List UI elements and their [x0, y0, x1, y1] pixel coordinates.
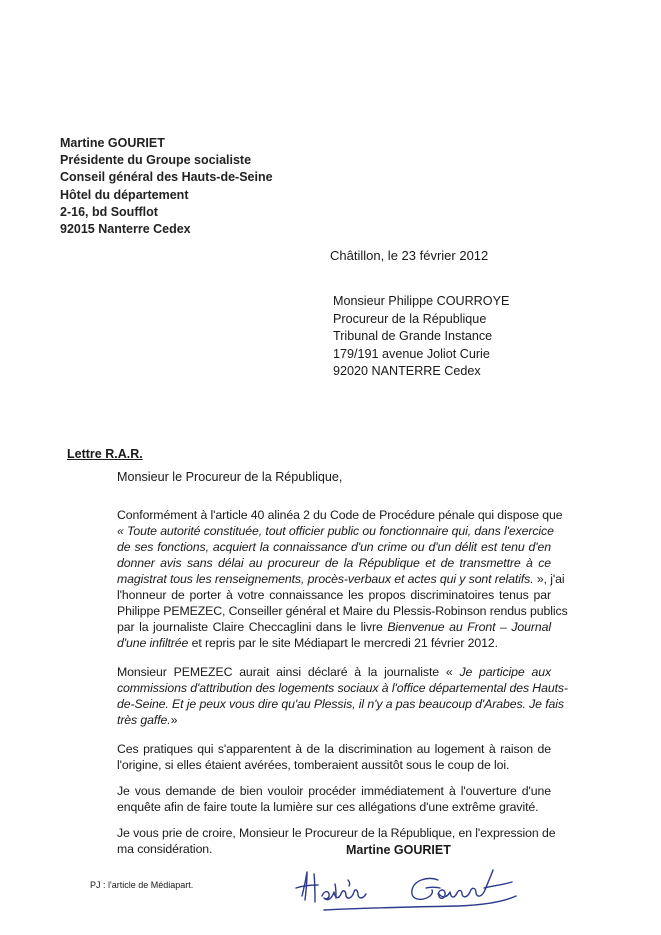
body-line-segment: et repris par le site Médiapart le mercredi 21 février 2012. [188, 636, 498, 650]
recipient-block [333, 293, 509, 381]
book-title-continued: d'une infiltrée [117, 636, 189, 650]
recipient-title: Procureur de la République [333, 311, 487, 326]
body-line [117, 713, 551, 727]
body-line: donner avis sans délai au procureur de la République et de transmettre à ce [117, 556, 551, 570]
body-line-segment: par la journaliste Claire Checcaglini dans le livre [117, 620, 388, 634]
sender-street: 2-16, bd Soufflot [60, 204, 158, 219]
body-line: « Toute autorité constituée, tout officier public ou fonctionnaire qui, dans l'exercice [117, 524, 554, 538]
body-line: de ses fonctions, acquiert la connaissance d'un crime ou d'un délit est tenu d'en [117, 540, 551, 554]
handwritten-signature [288, 858, 520, 918]
sender-title: Présidente du Groupe socialiste [60, 153, 252, 168]
body-line: Je vous prie de croire, Monsieur le Procureur de la République, en l'expression de [117, 826, 556, 840]
body-line-segment: » [170, 713, 178, 727]
recipient-city: 92020 NANTERRE Cedex [333, 364, 481, 379]
sender-building: Hôtel du département [60, 187, 189, 202]
body-line: Ces pratiques qui s'apparentent à de la discrimination au logement à raison de [117, 742, 551, 756]
sender-block [60, 135, 273, 238]
recipient-court: Tribunal de Grande Instance [333, 329, 493, 344]
letter-date: Châtillon, le 23 février 2012 [330, 248, 489, 263]
recipient-name: Monsieur Philippe COURROYE [333, 294, 510, 308]
salutation: Monsieur le Procureur de la République, [117, 470, 343, 484]
attachment-note: PJ : l'article de Médiapart. [90, 880, 194, 890]
body-line-segment: magistrat tous les renseignements, procès-verbaux et actes qui y sont relatifs. [117, 572, 534, 586]
sender-city: 92015 Nanterre Cedex [60, 222, 191, 237]
body-line [117, 636, 551, 650]
body-line: ma considération. [117, 842, 213, 856]
body-line-segment: Monsieur PEMEZEC aurait ainsi déclaré à la journaliste « [117, 665, 460, 679]
closing-signatory-name: Martine GOURIET [346, 843, 451, 857]
body-line: l'origine, si elles étaient avérées, tomberaient aussitôt sous le coup de loi. [117, 758, 510, 772]
book-title: Bienvenue au Front – Journal [387, 620, 551, 634]
body-line: l'honneur de porter à votre connaissance les propos discriminatoires tenus par [117, 588, 551, 602]
body-line [117, 665, 551, 679]
sender-organization: Conseil général des Hauts-de-Seine [60, 170, 273, 185]
body-line: commissions d'attribution des logements sociaux à l'office départemental des Hauts- [117, 681, 568, 695]
registered-mail-label: Lettre R.A.R. [67, 447, 143, 461]
body-line: Philippe PEMEZEC, Conseiller général et Maire du Plessis-Robinson rendus publics [117, 604, 568, 618]
body-line: Conformément à l'article 40 alinéa 2 du Code de Procédure pénale qui dispose que [117, 508, 563, 522]
body-line: enquête afin de faire toute la lumière sur ces allégations d'une extrême gravité. [117, 800, 539, 814]
recipient-street: 179/191 avenue Joliot Curie [333, 346, 490, 361]
body-line [117, 620, 551, 634]
body-line [117, 572, 565, 586]
sender-name: Martine GOURIET [60, 136, 165, 150]
quote-segment: très gaffe. [117, 713, 171, 727]
body-line-segment: », j'ai [533, 572, 565, 586]
body-line: de-Seine. Et je peux vous dire qu'au Plessis, il n'y a pas beaucoup d'Arabes. Je fais [117, 697, 564, 711]
quote-segment: Je participe aux [459, 665, 552, 679]
body-line: Je vous demande de bien vouloir procéder immédiatement à l'ouverture d'une [117, 784, 551, 798]
